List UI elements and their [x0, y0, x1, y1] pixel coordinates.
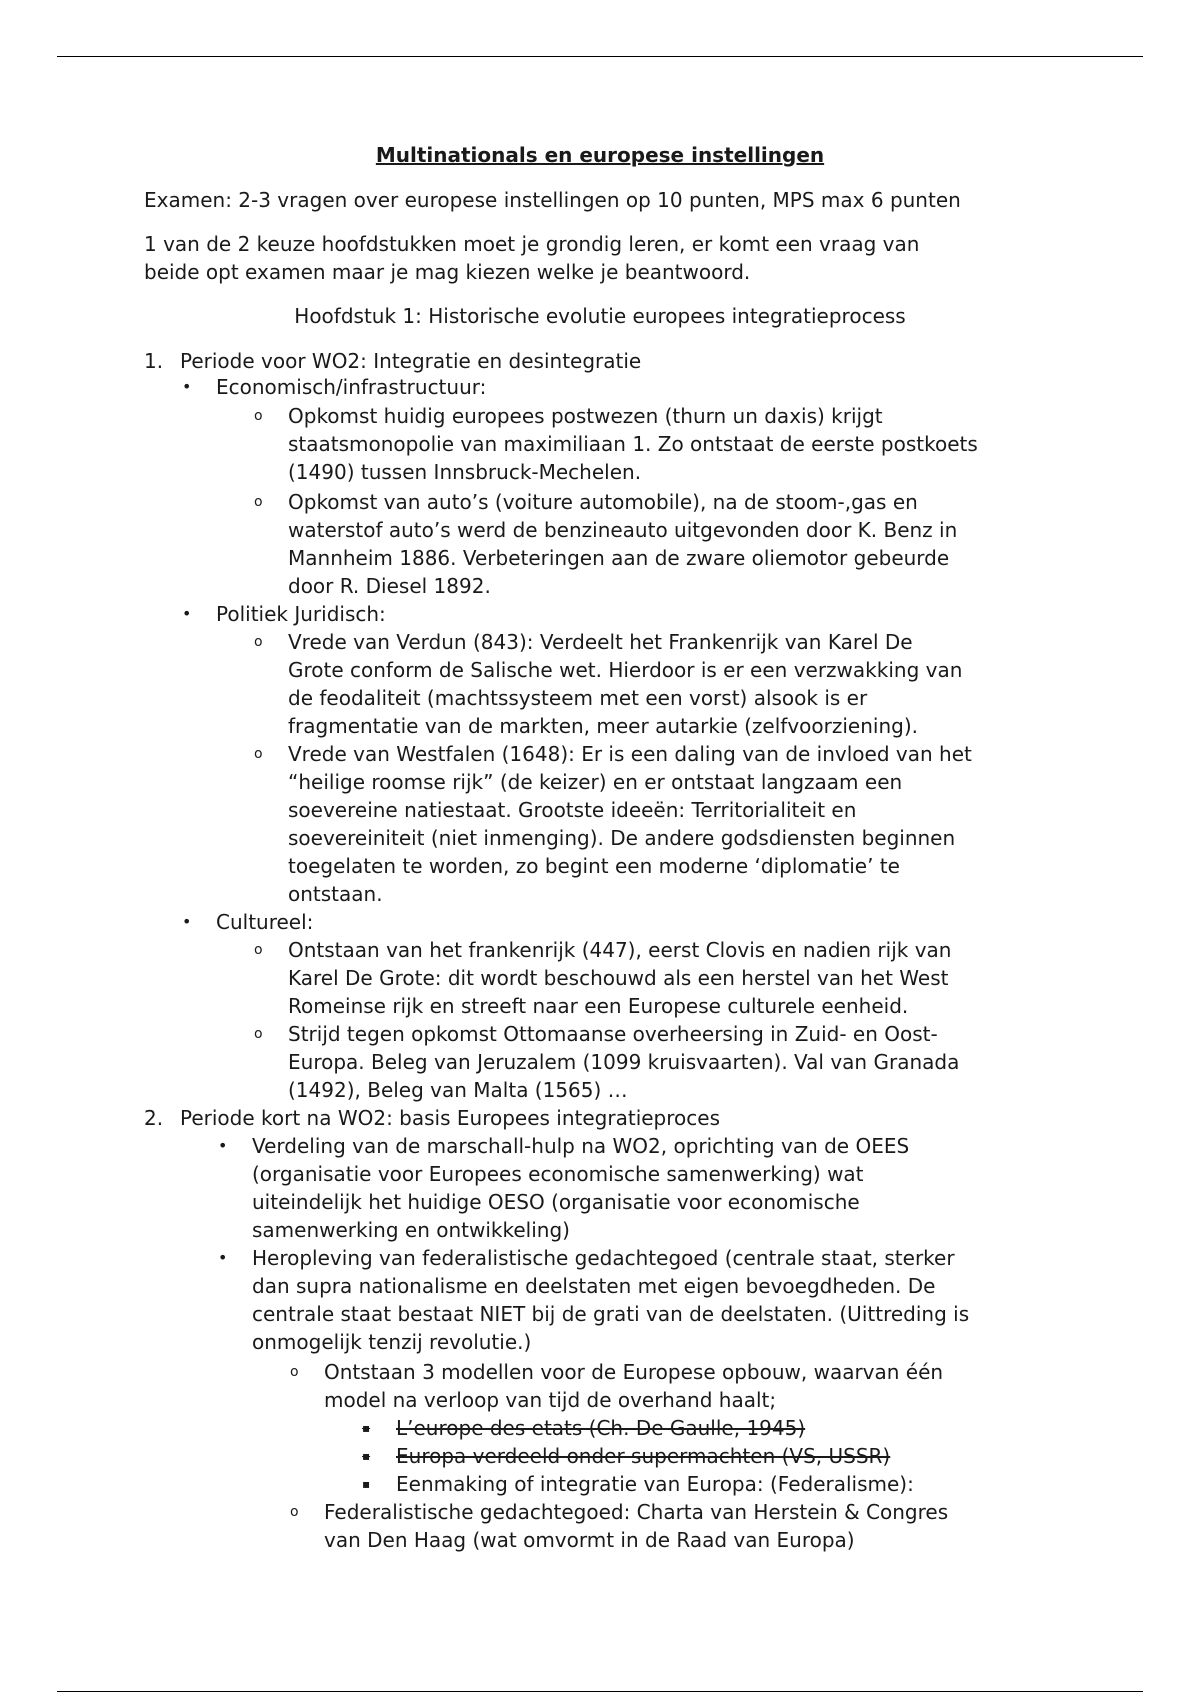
list-item: Federalistische gedachtegoed: Charta van Herstein & Congres	[324, 1500, 949, 1524]
list-item: Opkomst van auto’s (voiture automobile), na de stoom-,gas en	[288, 490, 918, 514]
section-number: 1.	[144, 349, 164, 373]
circle-marker: o	[254, 942, 263, 958]
subheading-political: Politiek Juridisch:	[216, 602, 386, 626]
header-rule	[57, 56, 1143, 57]
circle-marker: o	[254, 494, 263, 510]
list-item: Heropleving van federalistische gedachtegoed (centrale staat, sterker	[252, 1246, 955, 1270]
list-item: staatsmonopolie van maximiliaan 1. Zo ontstaat de eerste postkoets	[288, 432, 978, 456]
exam-info: Examen: 2-3 vragen over europese instellingen op 10 punten, MPS max 6 punten	[144, 188, 961, 212]
intro-line-2: beide opt examen maar je mag kiezen welke je beantwoord.	[144, 260, 751, 284]
circle-marker: o	[290, 1364, 299, 1380]
list-item: ontstaan.	[288, 882, 383, 906]
list-item: Europa. Beleg van Jeruzalem (1099 kruisvaarten). Val van Granada	[288, 1050, 960, 1074]
list-item: door R. Diesel 1892.	[288, 574, 491, 598]
list-item: Karel De Grote: dit wordt beschouwd als een herstel van het West	[288, 966, 949, 990]
section-heading: Periode kort na WO2: basis Europees integratieproces	[180, 1106, 720, 1130]
circle-marker: o	[290, 1504, 299, 1520]
bullet-marker: •	[182, 377, 192, 396]
list-item: soevereiniteit (niet inmenging). De andere godsdiensten beginnen	[288, 826, 956, 850]
list-item: samenwerking en ontwikkeling)	[252, 1218, 570, 1242]
list-item: toegelaten te worden, zo begint een moderne ‘diplomatie’ te	[288, 854, 900, 878]
list-item: dan supra nationalisme en deelstaten met eigen bevoegdheden. De	[252, 1274, 936, 1298]
circle-marker: o	[254, 634, 263, 650]
circle-marker: o	[254, 408, 263, 424]
list-item: de feodaliteit (machtssysteem met een vorst) alsook is er	[288, 686, 868, 710]
bullet-marker: •	[218, 1136, 228, 1155]
document-title: Multinationals en europese instellingen	[375, 143, 825, 167]
square-marker: ▪	[362, 1477, 371, 1491]
list-item: Opkomst huidig europees postwezen (thurn un daxis) krijgt	[288, 404, 883, 428]
model-option-struck: L’europe des etats (Ch. De Gaulle, 1945)	[396, 1416, 806, 1440]
list-item: uiteindelijk het huidige OESO (organisatie voor economische	[252, 1190, 860, 1214]
bullet-marker: •	[218, 1248, 228, 1267]
model-option-struck: Europa verdeeld onder supermachten (VS, USSR)	[396, 1444, 891, 1468]
list-item: “heilige roomse rijk” (de keizer) en er ontstaat langzaam een	[288, 770, 903, 794]
section-heading: Periode voor WO2: Integratie en desintegratie	[180, 349, 642, 373]
subheading-cultural: Cultureel:	[216, 910, 314, 934]
list-item: Vrede van Westfalen (1648): Er is een daling van de invloed van het	[288, 742, 972, 766]
square-marker: ▪	[362, 1421, 371, 1435]
list-item: Vrede van Verdun (843): Verdeelt het Frankenrijk van Karel De	[288, 630, 913, 654]
circle-marker: o	[254, 746, 263, 762]
model-option: Eenmaking of integratie van Europa: (Federalisme):	[396, 1472, 914, 1496]
list-item: Grote conform de Salische wet. Hierdoor is er een verzwakking van	[288, 658, 963, 682]
list-item: van Den Haag (wat omvormt in de Raad van Europa)	[324, 1528, 855, 1552]
circle-marker: o	[254, 1026, 263, 1042]
list-item: Romeinse rijk en streeft naar een Europese culturele eenheid.	[288, 994, 909, 1018]
list-item: soevereine natiestaat. Grootste ideeën: Territorialiteit en	[288, 798, 857, 822]
bullet-marker: •	[182, 604, 192, 623]
bullet-marker: •	[182, 912, 192, 931]
list-item: fragmentatie van de markten, meer autarkie (zelfvoorziening).	[288, 714, 918, 738]
list-item: (organisatie voor Europees economische samenwerking) wat	[252, 1162, 864, 1186]
list-item: Ontstaan 3 modellen voor de Europese opbouw, waarvan één	[324, 1360, 944, 1384]
square-marker: ▪	[362, 1449, 371, 1463]
section-number: 2.	[144, 1106, 164, 1130]
list-item: model na verloop van tijd de overhand haalt;	[324, 1388, 777, 1412]
list-item: Verdeling van de marschall-hulp na WO2, oprichting van de OEES	[252, 1134, 910, 1158]
chapter-heading: Hoofdstuk 1: Historische evolutie europees integratieprocess	[294, 304, 906, 328]
footer-rule	[57, 1691, 1143, 1692]
list-item: Strijd tegen opkomst Ottomaanse overheersing in Zuid- en Oost-	[288, 1022, 938, 1046]
intro-line-1: 1 van de 2 keuze hoofdstukken moet je grondig leren, er komt een vraag van	[144, 232, 920, 256]
list-item: (1492), Beleg van Malta (1565) …	[288, 1078, 628, 1102]
list-item: (1490) tussen Innsbruck-Mechelen.	[288, 460, 642, 484]
list-item: Ontstaan van het frankenrijk (447), eerst Clovis en nadien rijk van	[288, 938, 952, 962]
list-item: onmogelijk tenzij revolutie.)	[252, 1330, 532, 1354]
list-item: waterstof auto’s werd de benzineauto uitgevonden door K. Benz in	[288, 518, 958, 542]
list-item: Mannheim 1886. Verbeteringen aan de zware oliemotor gebeurde	[288, 546, 950, 570]
list-item: centrale staat bestaat NIET bij de grati van de deelstaten. (Uittreding is	[252, 1302, 970, 1326]
subheading-economic: Economisch/infrastructuur:	[216, 375, 487, 399]
